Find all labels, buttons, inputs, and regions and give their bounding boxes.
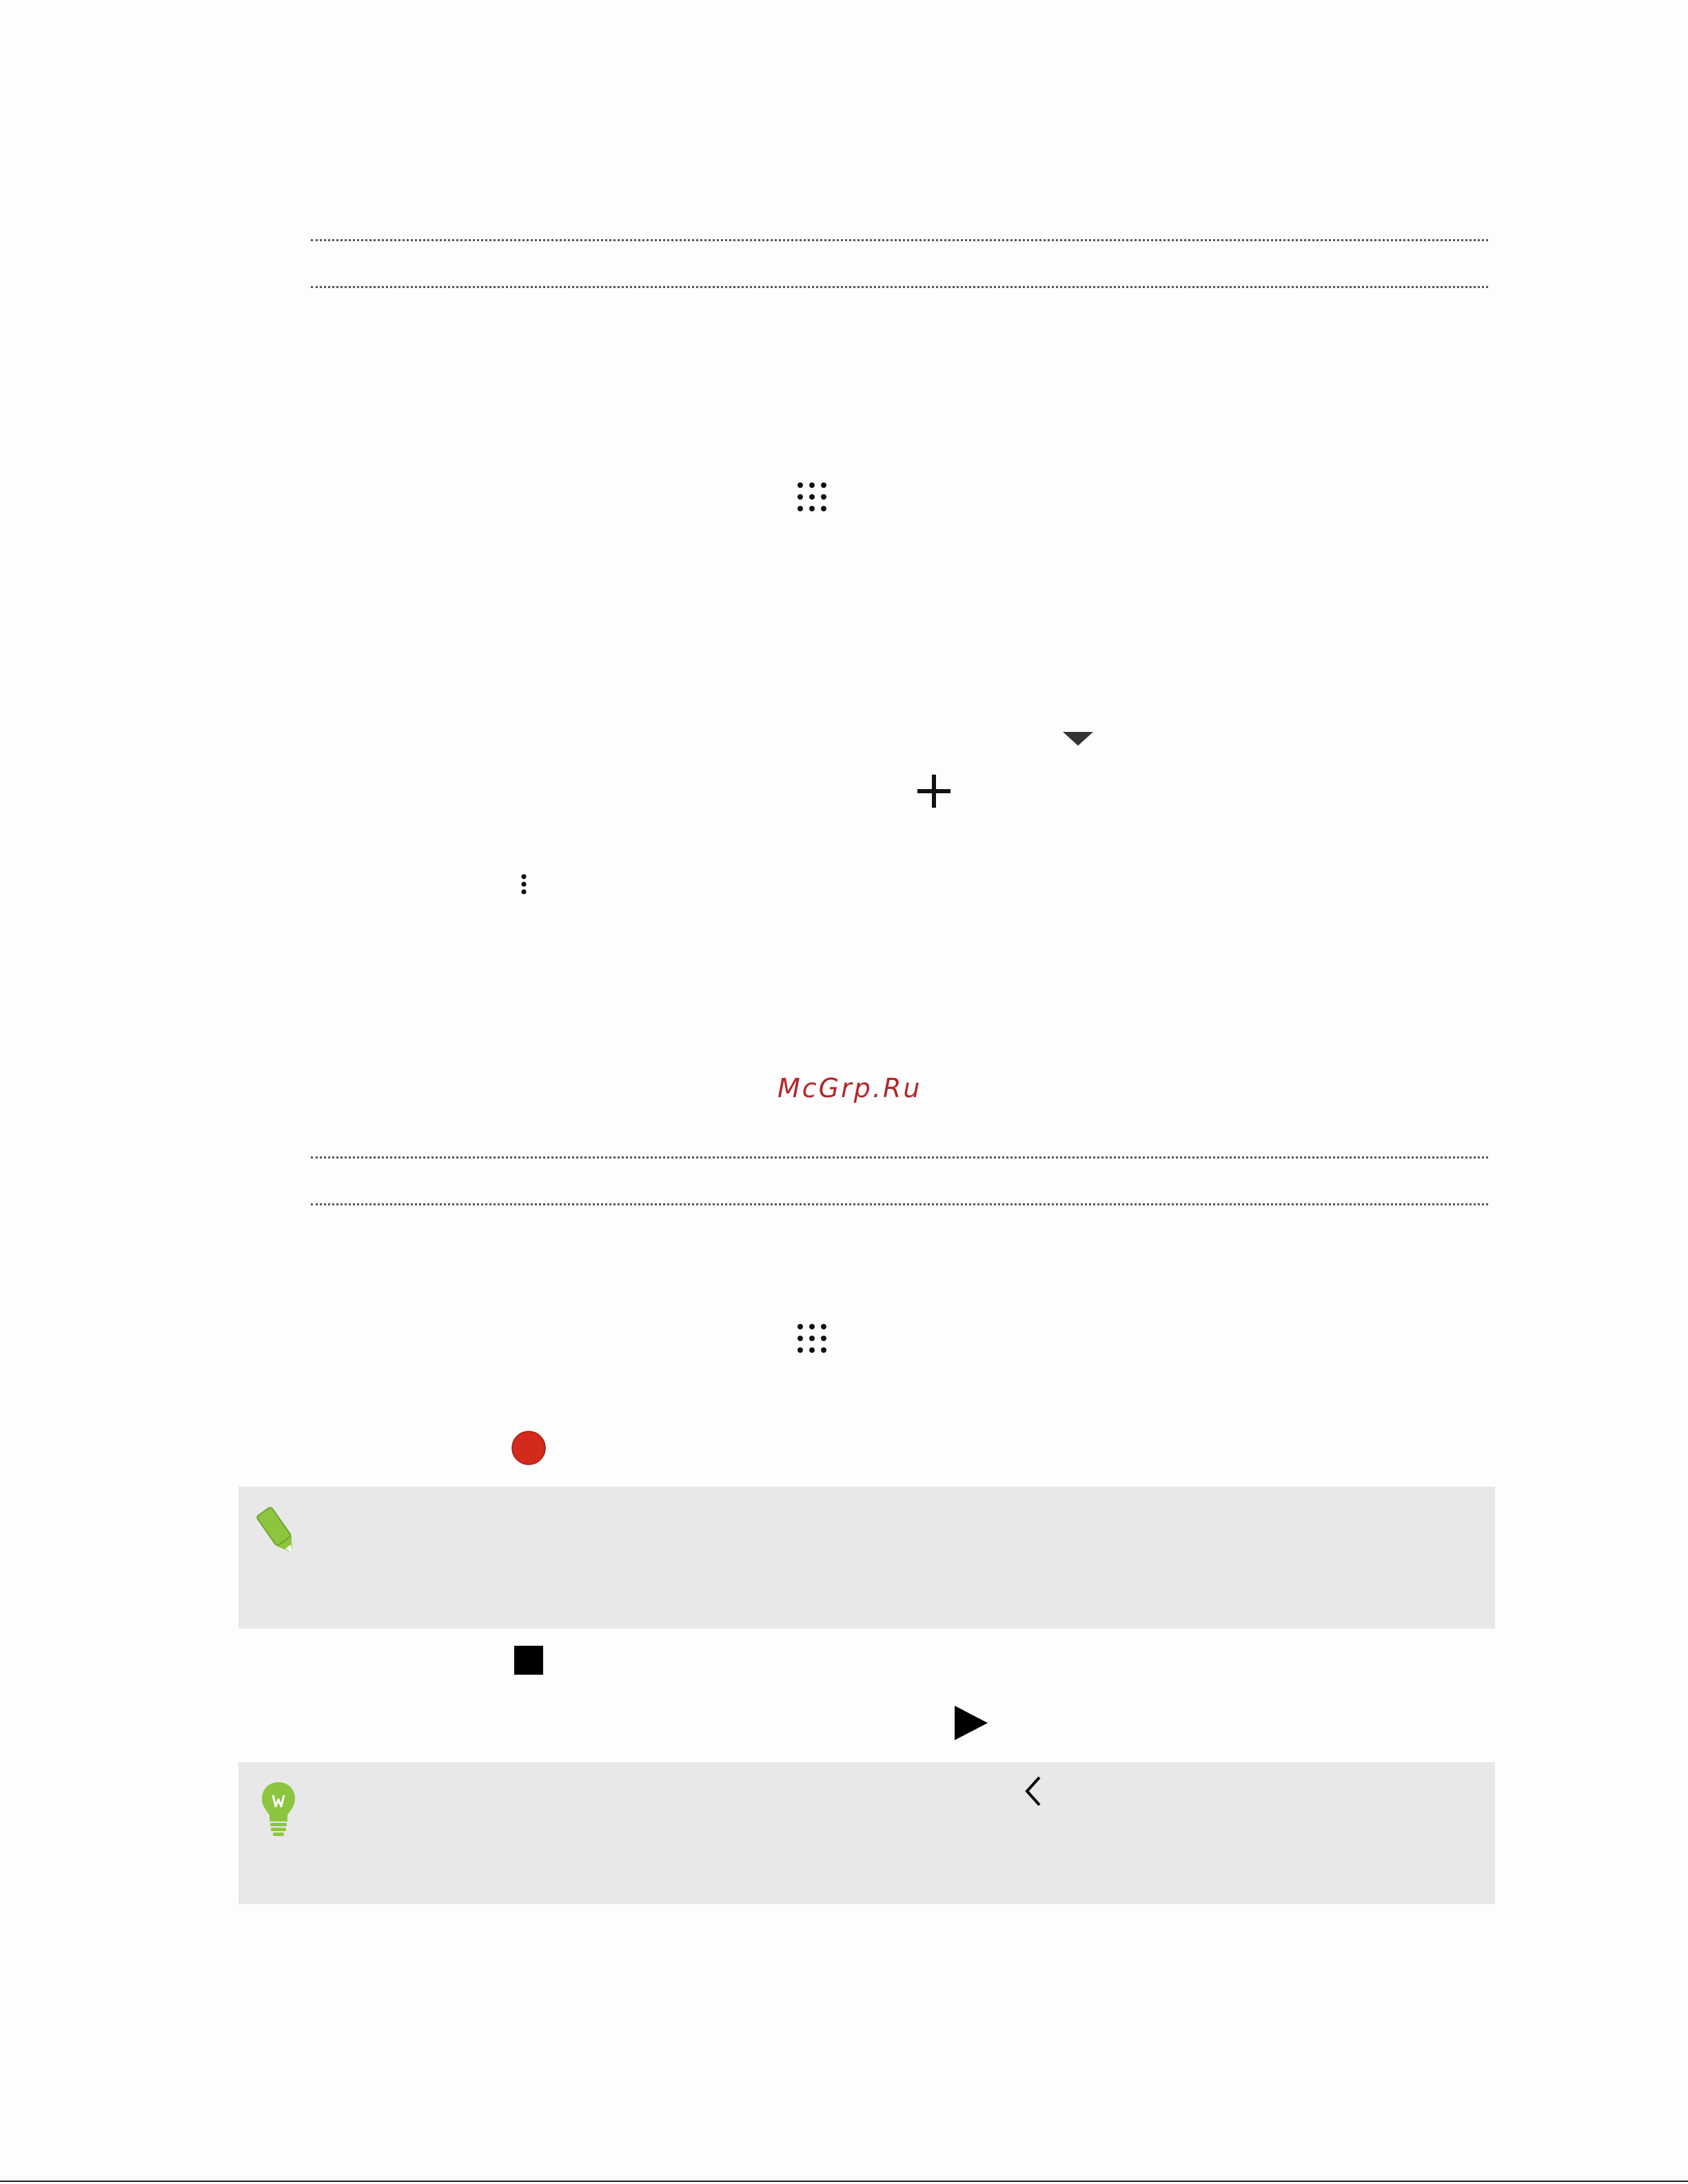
section-heading-rule — [311, 286, 1488, 288]
page-bottom-rule — [0, 2181, 1688, 2182]
section-top-rule — [311, 1156, 1488, 1159]
apps-grid-icon — [797, 1323, 827, 1354]
tip-box — [238, 1762, 1495, 1904]
section-top-rule — [311, 239, 1488, 241]
record-icon — [511, 1431, 546, 1465]
pencil-note-icon — [254, 1504, 302, 1560]
dropdown-arrow-icon — [1063, 732, 1093, 746]
plus-icon — [917, 775, 950, 808]
watermark-text: McGrp.Ru — [777, 1073, 922, 1103]
apps-grid-icon — [797, 482, 827, 512]
section-heading-rule — [311, 1203, 1488, 1205]
note-box — [238, 1487, 1495, 1629]
more-vertical-icon — [520, 874, 528, 895]
back-chevron-icon — [1023, 1775, 1044, 1808]
stop-icon — [514, 1646, 543, 1675]
play-icon — [955, 1706, 988, 1740]
lightbulb-tip-icon — [259, 1780, 298, 1838]
